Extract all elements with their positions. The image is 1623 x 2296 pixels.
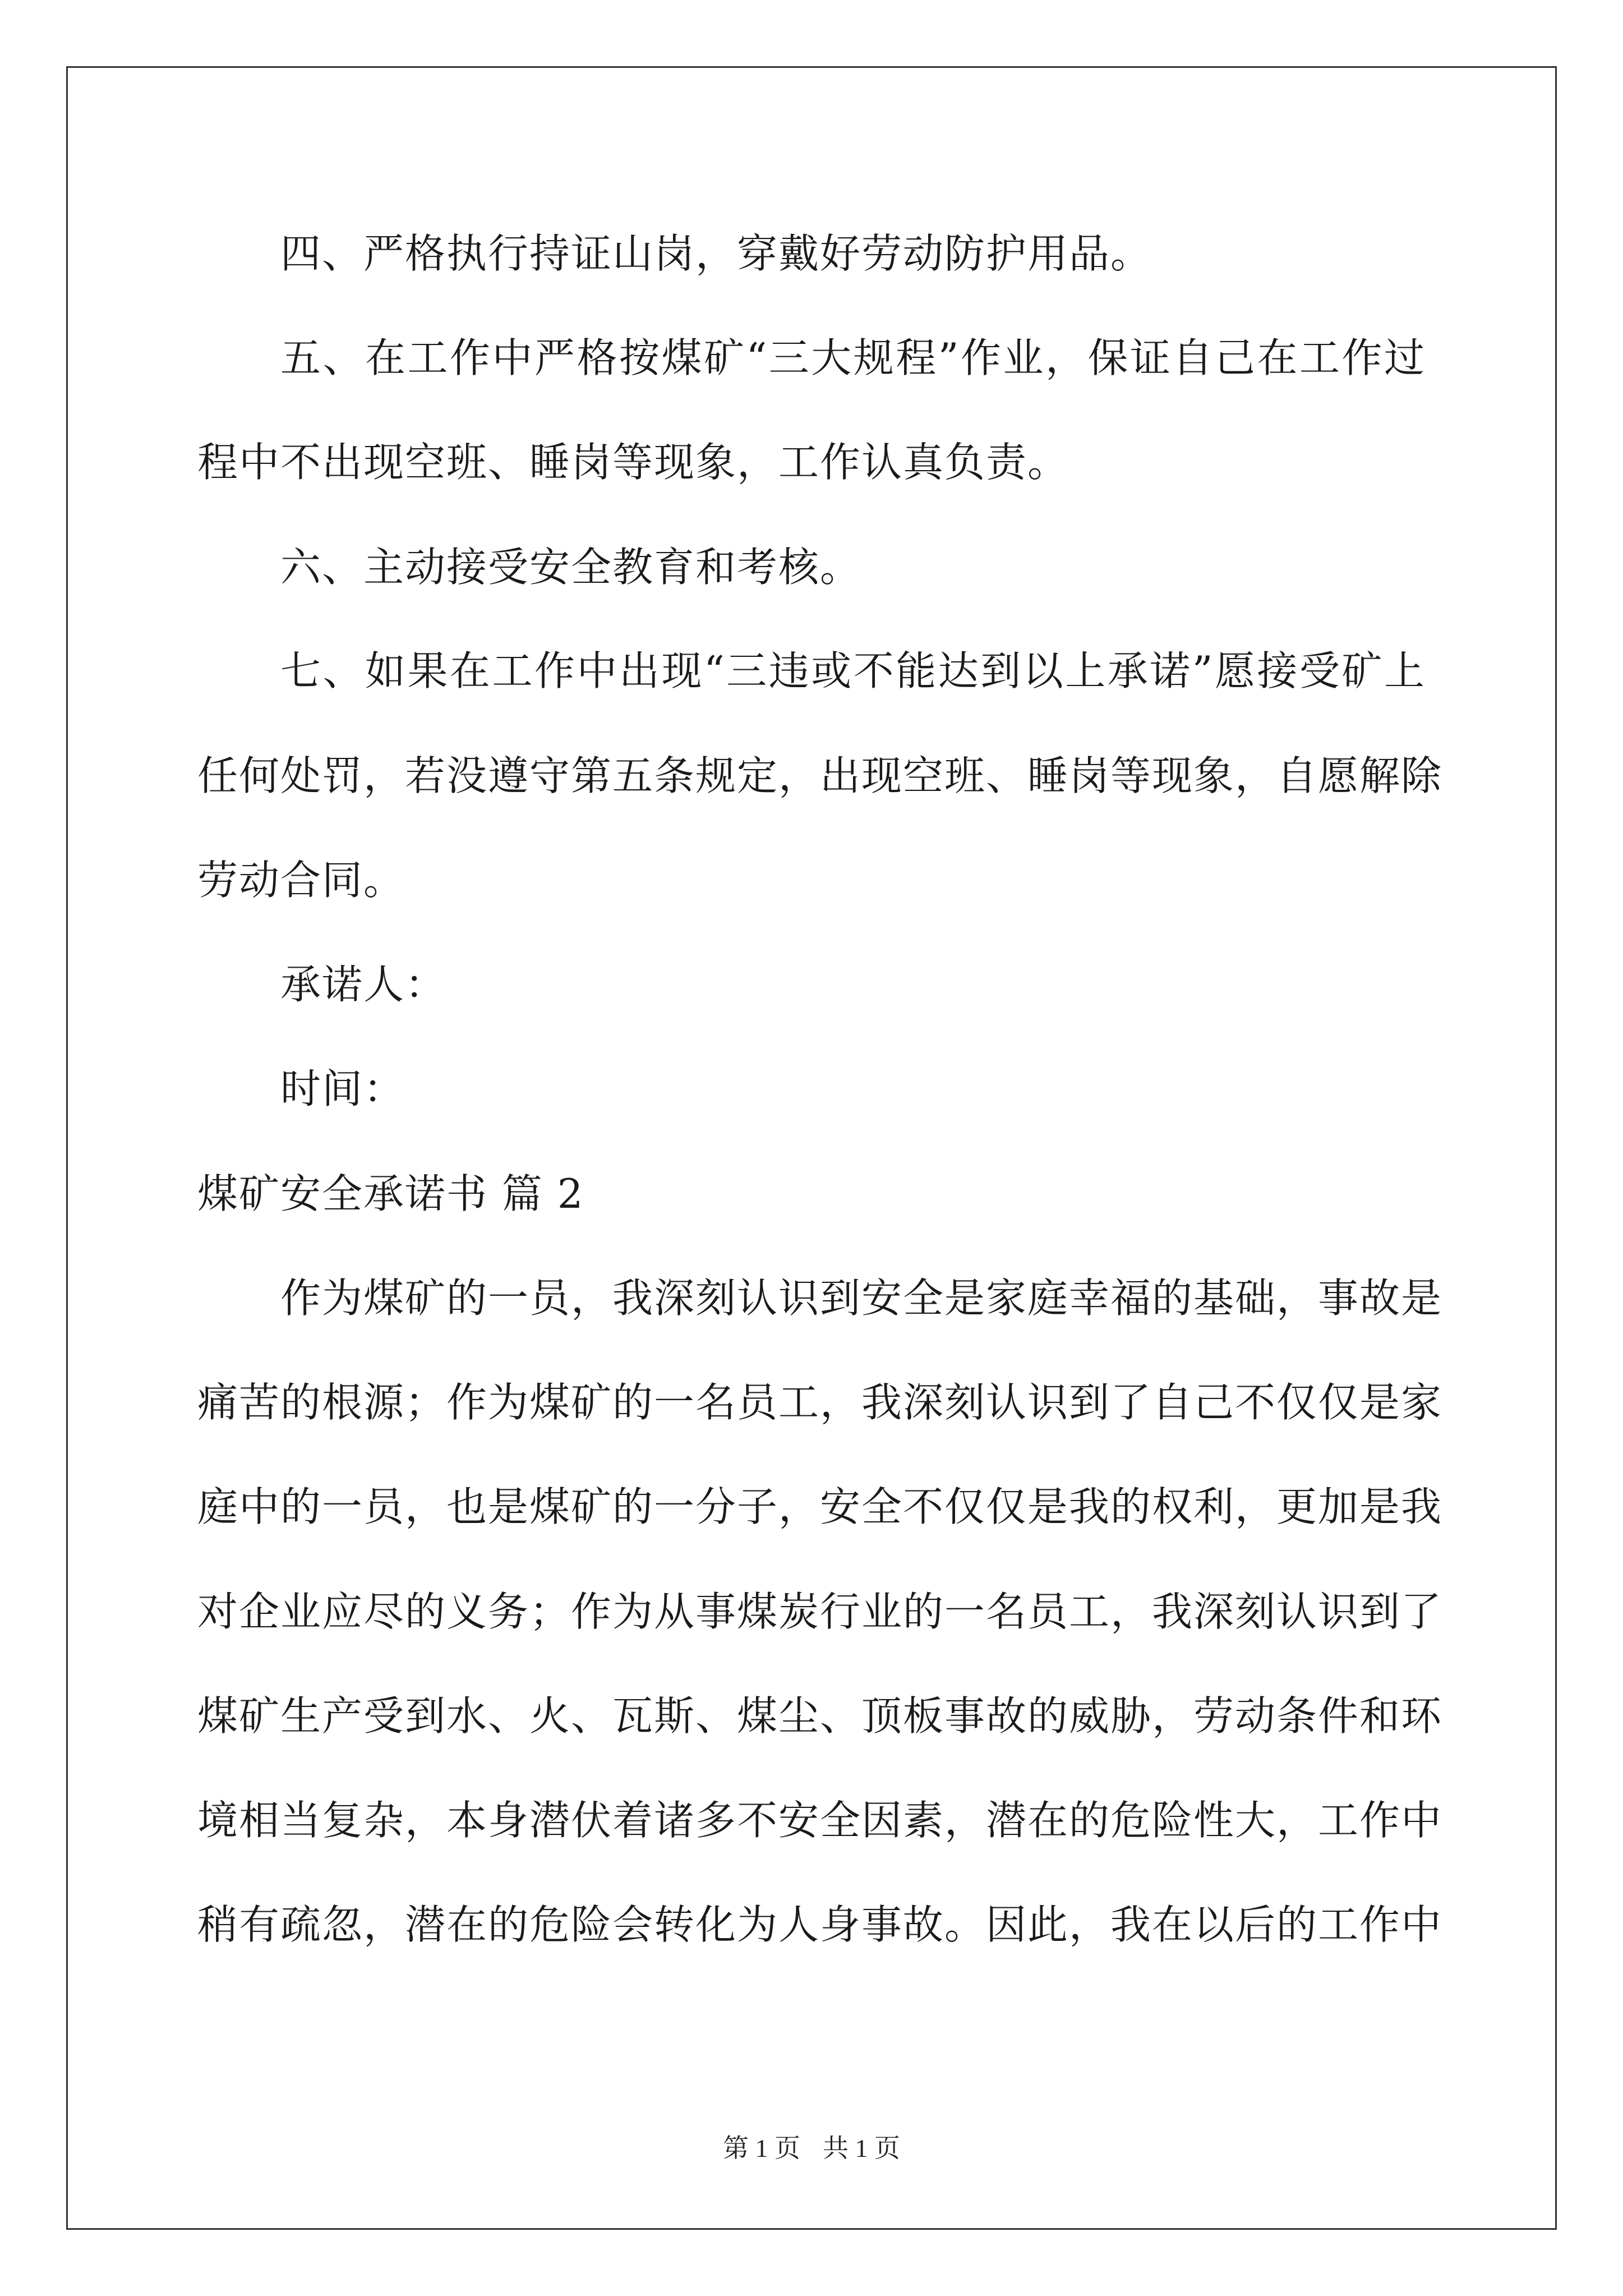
section-heading: 煤矿安全承诺书 篇 2 <box>197 1170 584 1217</box>
page-total: 共 1 页 <box>823 2134 900 2162</box>
paragraph-line-2: 痛苦的根源；作为煤矿的一名员工，我深刻认识到了自己不仅仅是家 <box>197 1379 1443 1426</box>
paragraph-line-7: 稍有疏忽，潜在的危险会转化为人身事故。因此，我在以后的工作中 <box>197 1901 1443 1948</box>
paragraph-item-7-line-1: 七、如果在工作中出现“三违或不能达到以上承诺”愿接受矿上 <box>280 647 1426 694</box>
paragraph-item-6: 六、主动接受安全教育和考核。 <box>280 544 862 591</box>
paragraph-item-7-line-2: 任何处罚，若没遵守第五条规定，出现空班、睡岗等现象，自愿解除 <box>197 752 1443 799</box>
paragraph-item-5-line-1: 五、在工作中严格按煤矿“三大规程”作业，保证自己在工作过 <box>280 334 1426 381</box>
paragraph-line-4: 对企业应尽的义务；作为从事煤炭行业的一名员工，我深刻认识到了 <box>197 1588 1443 1635</box>
paragraph-item-7-line-3: 劳动合同。 <box>197 857 405 904</box>
promisor-label: 承诺人： <box>280 961 447 1008</box>
date-label: 时间： <box>280 1065 405 1112</box>
paragraph-item-4: 四、严格执行持证山岗，穿戴好劳动防护用品。 <box>280 230 1152 277</box>
paragraph-item-5-line-2: 程中不出现空班、睡岗等现象，工作认真负责。 <box>197 439 1069 486</box>
paragraph-line-1: 作为煤矿的一员，我深刻认识到安全是家庭幸福的基础，事故是 <box>280 1274 1443 1322</box>
paragraph-line-6: 境相当复杂，本身潜伏着诸多不安全因素，潜在的危险性大，工作中 <box>197 1797 1443 1844</box>
page-footer <box>0 2132 1623 2165</box>
page-number: 第 1 页 <box>723 2134 800 2162</box>
paragraph-line-5: 煤矿生产受到水、火、瓦斯、煤尘、顶板事故的威胁，劳动条件和环 <box>197 1692 1443 1740</box>
paragraph-line-3: 庭中的一员，也是煤矿的一分子，安全不仅仅是我的权利，更加是我 <box>197 1483 1443 1530</box>
